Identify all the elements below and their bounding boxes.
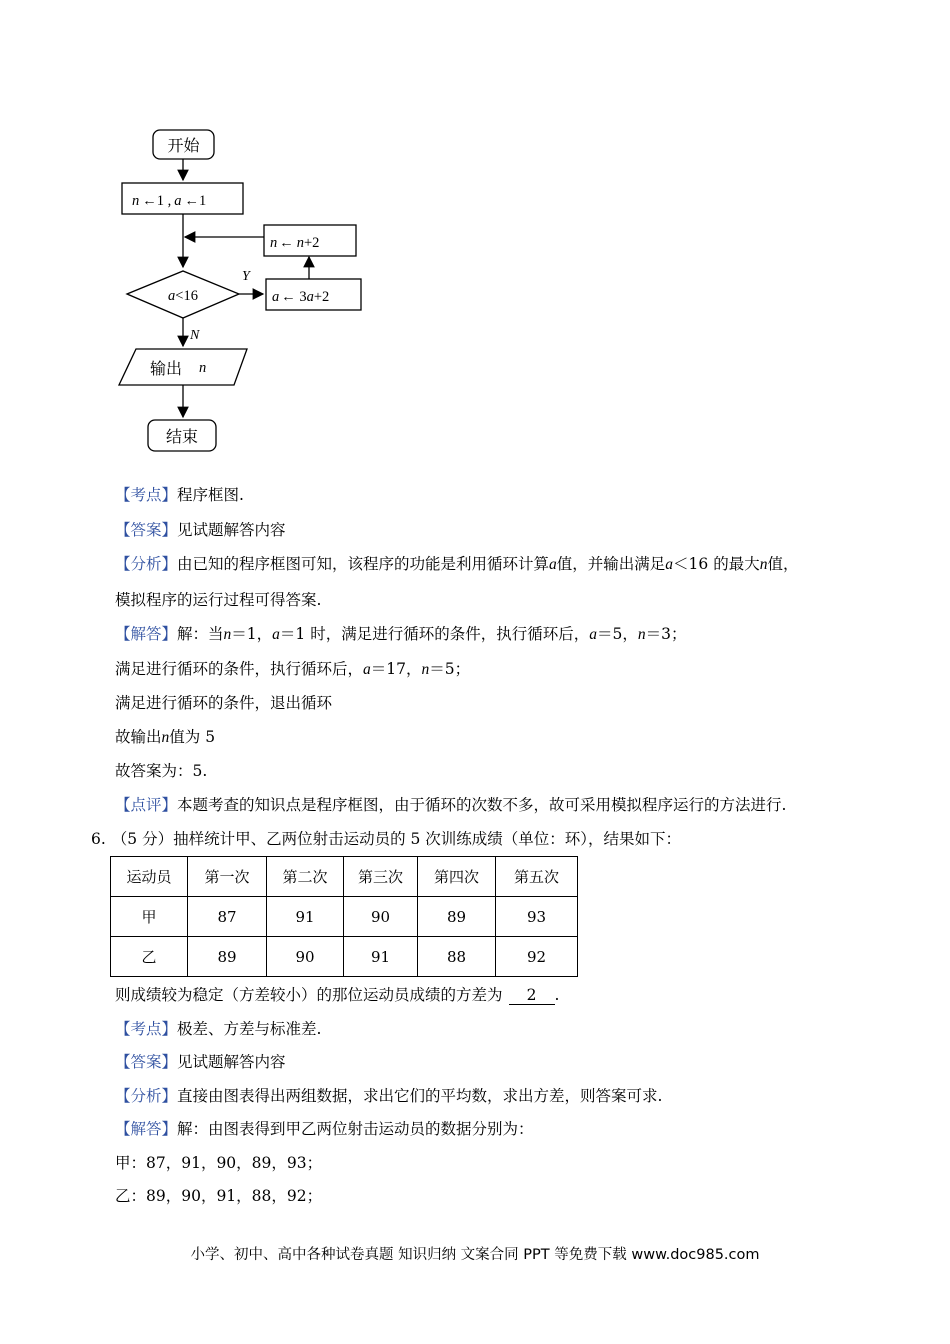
analysis-tag: 【分析】 — [115, 555, 178, 573]
q6-analysis: 【分析】直接由图表得出两组数据，求出它们的平均数，求出方差，则答案可求. — [115, 1087, 663, 1105]
table-header-cell: 第二次 — [267, 857, 344, 897]
review-tag: 【点评】 — [115, 796, 178, 814]
update-n-text: n ← n+2 — [270, 235, 320, 251]
table-cell: 89 — [418, 897, 496, 937]
table-cell: 87 — [188, 897, 267, 937]
output-label: 输出 — [150, 359, 183, 378]
q6-data-jia: 甲：87，91，90，89，93； — [115, 1154, 323, 1172]
q6-data-yi: 乙：89，90，91，88，92； — [115, 1187, 323, 1205]
start-text: 开始 — [167, 136, 200, 155]
condition-text: a<16 — [168, 288, 198, 304]
kaodian-tag: 【考点】 — [115, 486, 178, 504]
footer-banner: 小学、初中、高中各种试卷真题 知识归纳 文案合同 PPT 等免费下载 www.doc985.com — [190, 1247, 760, 1263]
output-parallelogram — [119, 349, 247, 385]
table-cell: 93 — [496, 897, 578, 937]
answer-tag: 【答案】 — [115, 521, 178, 539]
table-cell: 91 — [344, 937, 418, 977]
table-row — [111, 897, 578, 937]
q5-analysis: 【分析】由已知的程序框图可知，该程序的功能是利用循环计算a值，并输出满足a＜16 的最大n值， — [115, 555, 799, 573]
answer-blank: 2 — [509, 986, 555, 1005]
table-header-cell: 第四次 — [418, 857, 496, 897]
flowchart — [110, 120, 380, 460]
yes-label: Y — [242, 269, 250, 284]
table-cell: 乙 — [111, 937, 188, 977]
table-cell: 91 — [267, 897, 344, 937]
table-row — [111, 937, 578, 977]
table-header-cell: 第三次 — [344, 857, 418, 897]
table-cell: 90 — [344, 897, 418, 937]
q5-solution-line2: 满足进行循环的条件，执行循环后，a＝17，n＝5； — [115, 660, 471, 678]
q5-solution-line5: 故答案为：5. — [115, 762, 208, 780]
q5-solution-line4: 故输出n值为 5 — [115, 728, 216, 746]
q6-followup: 则成绩较为稳定（方差较小）的那位运动员成绩的方差为 2 . — [115, 986, 560, 1004]
table-cell: 90 — [267, 937, 344, 977]
no-label: N — [190, 328, 200, 343]
q6-question: 6. （5 分）抽样统计甲、乙两位射击运动员的 5 次训练成绩（单位：环），结果如下： — [91, 830, 682, 848]
table-cell: 88 — [418, 937, 496, 977]
question-number: 6. — [91, 830, 106, 848]
init-text: n ←1 , a ←1 — [132, 193, 207, 209]
score-table — [110, 856, 578, 977]
q5-solution-line1: 【解答】解：当n＝1，a＝1 时，满足进行循环的条件，执行循环后，a＝5，n＝3； — [115, 625, 687, 643]
table-cell: 92 — [496, 937, 578, 977]
table-header-cell: 运动员 — [111, 857, 188, 897]
table-header-cell: 第一次 — [188, 857, 267, 897]
end-text: 结束 — [165, 427, 199, 446]
table-header-cell: 第五次 — [496, 857, 578, 897]
solution-tag: 【解答】 — [115, 625, 178, 643]
q5-analysis-line2: 模拟程序的运行过程可得答案. — [115, 591, 322, 609]
q5-answer: 【答案】见试题解答内容 — [115, 521, 286, 539]
q6-solution: 【解答】解：由图表得到甲乙两位射击运动员的数据分别为： — [115, 1120, 534, 1138]
q5-kaodian: 【考点】程序框图. — [115, 486, 244, 504]
flowchart-diagram — [110, 120, 380, 460]
table-cell: 甲 — [111, 897, 188, 937]
output-var: n — [199, 360, 207, 376]
q5-review: 【点评】本题考查的知识点是程序框图，由于循环的次数不多，故可采用模拟程序运行的方法进行. — [115, 796, 787, 814]
table-header-row — [111, 857, 578, 897]
q6-answer: 【答案】见试题解答内容 — [115, 1053, 286, 1071]
update-a-text: a ← 3a+2 — [272, 289, 330, 305]
init-box — [122, 183, 243, 214]
table-cell: 89 — [188, 937, 267, 977]
q5-solution-line3: 满足进行循环的条件，退出循环 — [115, 694, 333, 712]
q6-kaodian: 【考点】极差、方差与标准差. — [115, 1020, 322, 1038]
